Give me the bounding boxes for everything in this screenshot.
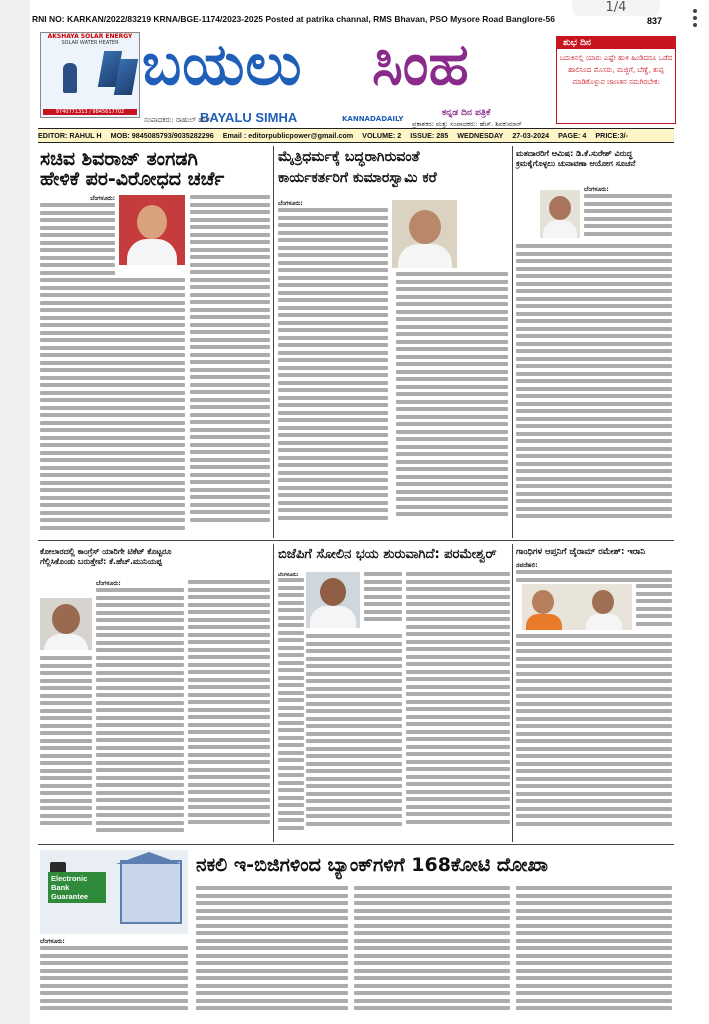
story1-headline-line2: ಹೇಳಿಕೆ ಪರ-ವಿರೋಧದ ಚರ್ಚೆ [40, 167, 225, 190]
story4-headline-line1: ಕೋಲಾರದಲ್ಲಿ ಕಾಂಗ್ರೆಸ್ ಯಾರಿಗೇ ಟಿಕೆಟ್ ಕೊಟ್ಟರೂ [40, 547, 172, 556]
story4-body-col1 [96, 580, 184, 838]
column-rule [512, 146, 513, 538]
story5-body-col1 [306, 634, 402, 838]
story4-headline-line2: ಗೆಲ್ಲಿಸಿಕೊಂಡು ಬರುತ್ತೇವೆ: ಕೆ.ಹೆಚ್.ಮುನಿಯಪ್ಪ [40, 557, 162, 567]
portrait-shirt [310, 606, 356, 628]
story4-headline [40, 548, 272, 567]
section-rule [38, 844, 674, 845]
story1-headline [40, 150, 270, 190]
good-day-title: ಶುಭ ದಿನ [557, 37, 675, 49]
story2-byline: ಬೆಂಗಳೂರು: [278, 200, 303, 207]
story2-headline-line2: ಕಾರ್ಯಕರ್ತರಿಗೆ ಕುಮಾರಸ್ವಾಮಿ ಕರೆ [278, 169, 437, 186]
story5-photo [306, 572, 360, 628]
price: PRICE:3/- [595, 131, 629, 140]
email: Email : editorpublicpower@gmail.com [222, 131, 354, 140]
mobile-number: MOB: 9845085793/9035282296 [110, 131, 214, 140]
story1-body [40, 195, 115, 275]
ad-phone: 9740771313 / 9845617702 [43, 109, 137, 115]
story1-body-col1 [40, 278, 185, 536]
ad-title: AKSHAYA SOLAR ENERGY [47, 33, 133, 40]
story1-byline: ಬೆಂಗಳೂರು: [90, 195, 115, 202]
story6-byline: ನವದೆಹಲಿ: [516, 562, 538, 569]
story7-headline: ನಕಲಿ ಇ-ಬಿಜಿಗಳಿಂದ ಬ್ಯಾಂಕ್‌ಗಳಿಗೆ 168ಕೋಟಿ ದೋಖಾ [196, 854, 549, 876]
story3-photo [540, 190, 580, 238]
portrait-face [549, 196, 571, 220]
masthead-title-part1: ಬಯಲು [142, 30, 303, 98]
story6-body-top [516, 562, 672, 582]
story1-body-col2 [190, 195, 270, 536]
story5-body-col0 [278, 572, 304, 838]
masthead-editor-kn: ಸಂಪಾದಕರು: ರಾಹುಲ್ ಹೆಚ್ [144, 116, 211, 124]
info-bar [38, 128, 674, 143]
story3-headline-line1: ಮತದಾರರಿಗೆ ಆಮಿಷ: ಡಿ.ಕೆ.ಸುರೇಶ್ ವಿರುದ್ಧ [516, 149, 633, 158]
story2-headline-line1: ಮೈತ್ರಿಧರ್ಮಕ್ಕೆ ಬದ್ಧರಾಗಿರುವಂತೆ [278, 149, 420, 165]
page-indicator: 1/4 [572, 0, 660, 16]
good-day-text: ಬದುಕಿನಲ್ಲಿ ಯಾರು ಎಷ್ಟೇ ಹುಳಿ ಹಿಂಡಿದರೂ ಒಡೆದ ಹಾಲಿನಿಂದ ಮೊಸರು, ಮಜ್ಜಿಗೆ, ಬೆಣ್ಣೆ, ತುಪ್ಪ ಮಾಡಿಕೊಳ್ಳುವ ಜಾಣತನ ನಮಗಿರಬೇಕು [559, 54, 673, 86]
masthead [142, 30, 552, 128]
story4-photo [40, 598, 92, 650]
story2-photo [392, 200, 457, 268]
portrait-face-2 [592, 590, 614, 614]
portrait-face [52, 604, 80, 634]
editor-name: EDITOR: RAHUL H [38, 131, 102, 140]
good-day-box [556, 36, 676, 124]
story7-body-col3 [516, 886, 672, 1018]
bank-roof-graphic [116, 852, 182, 864]
story2-body-col1 [278, 200, 388, 536]
portrait-shirt [398, 244, 452, 268]
masthead-english: BAYALU SIMHA [200, 110, 298, 125]
ad-subtitle: SOLAR WATER HEATER [61, 40, 119, 46]
story7-body-under-photo [40, 938, 188, 1018]
volume: VOLUME: 2 [362, 131, 402, 140]
issue: ISSUE: 285 [410, 131, 449, 140]
registration-line: RNI NO: KARKAN/2022/83219 KRNA/BGE-1174/2023-2025 Posted at patrika channal, RMS Bhavan, PSO Mysore Road Banglore-56 [32, 14, 555, 24]
bank-building-graphic [120, 860, 182, 924]
portrait-shirt-2 [586, 614, 622, 630]
story4-body-col0 [40, 656, 92, 838]
section-rule [38, 540, 674, 541]
masthead-tagline: ಪ್ರಕಾಶಕರು ಮತ್ತು ಸಂಪಾದಕರು: ಹೆಚ್. ಶಿವಕುಮಾರ್ [412, 120, 522, 128]
story7-body-col2 [354, 886, 510, 1018]
portrait-face [409, 210, 441, 244]
story3-headline [516, 150, 674, 169]
story3-headline-line2: ಕ್ರಮಕೈಗೊಳ್ಳಲು ಚುನಾವಣಾ ಆಯೋಗ ಸೂಚನೆ [516, 159, 636, 169]
masthead-title-part2: ಸಿಂಹ [372, 30, 469, 98]
masthead-daily: ಕನ್ನಡ ದಿನ ಪತ್ರಿಕೆ [442, 108, 491, 118]
story5-byline: ಬೆಂಗಳೂರು: [278, 572, 299, 578]
portrait-shirt-1 [526, 614, 562, 630]
portrait-shirt [44, 634, 88, 650]
story1-photo [119, 195, 185, 265]
story3-byline: ಬೆಂಗಳೂರು: [584, 186, 609, 193]
story7-byline: ಬೆಂಗಳೂರು: [40, 938, 65, 945]
portrait-face-1 [532, 590, 554, 614]
story3-body-full [516, 244, 672, 536]
column-rule [273, 544, 274, 842]
story2-body-col2 [396, 272, 508, 536]
story6-body-side [636, 584, 672, 630]
story5-body-col2 [406, 572, 510, 838]
date: 27-03-2024 [512, 131, 550, 140]
portrait-shirt [127, 239, 177, 265]
page-number: PAGE: 4 [558, 131, 587, 140]
story7-photo-label: Electronic Bank Guarantee [48, 872, 106, 903]
column-rule [273, 146, 274, 538]
story6-headline: ಗಾಂಧಿಗಳ ಆಪ್ತನಿಗೆ ಜೈರಾಮ್ ರಮೇಶ್: ಇರಾನಿ [516, 547, 646, 557]
story7-body-col1 [196, 886, 348, 1018]
masthead-subtitle: KANNADADAILY [342, 115, 404, 123]
more-options-icon[interactable] [685, 6, 705, 30]
story1-headline-line1: ಸಚಿವ ಶಿವರಾಜ್ ತಂಗಡಗಿ [40, 148, 198, 170]
column-rule [512, 544, 513, 842]
portrait-face [137, 205, 167, 239]
story4-byline: ಬೆಂಗಳೂರು: [96, 580, 121, 587]
story6-body [516, 634, 672, 838]
story4-body-col2 [188, 580, 270, 838]
person-graphic [63, 63, 77, 93]
story5-headline: ಬಿಜೆಪಿಗೆ ಸೋಲಿನ ಭಯ ಶುರುವಾಗಿದೆ: ಪರಮೇಶ್ವರ್ [278, 547, 497, 562]
top-code: 837 [647, 16, 663, 26]
portrait-shirt [543, 220, 577, 238]
story2-headline [278, 150, 510, 185]
portrait-face [320, 578, 346, 606]
story6-photo [522, 584, 632, 630]
story3-body [584, 186, 672, 242]
solar-ad [40, 32, 140, 118]
weekday: WEDNESDAY [457, 131, 504, 140]
story5-body-col1-top [364, 572, 402, 630]
